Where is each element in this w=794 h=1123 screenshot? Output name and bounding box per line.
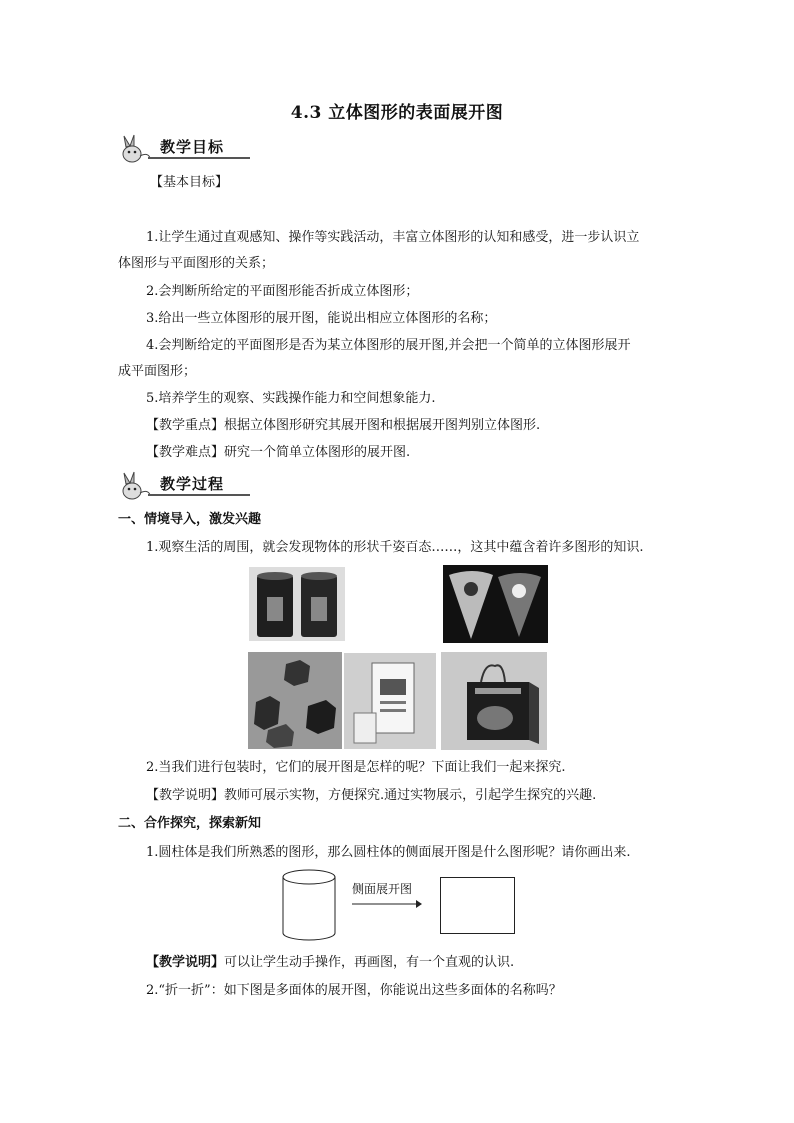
section-underline xyxy=(148,157,250,159)
white-box-photo xyxy=(344,653,436,749)
goal-4-line-2: 成平面图形； xyxy=(118,364,197,379)
cone-boxes-photo xyxy=(443,565,548,643)
page-title: 4.3 立体图形的表面展开图 xyxy=(290,103,504,123)
goal-1-line-1: 1.让学生通过直观感知、操作等实践活动，丰富立体图形的认知和感受，进一步认识立 xyxy=(146,230,640,245)
diagram-label: 侧面展开图 xyxy=(352,882,413,896)
rabbit-mascot-icon xyxy=(118,134,152,164)
goal-1-line-2: 体图形与平面图形的关系； xyxy=(118,256,275,271)
difficulty-text: 研究一个简单立体图形的展开图. xyxy=(224,445,411,460)
key-point-text: 根据立体图形研究其展开图和根据展开图判别立体图形. xyxy=(224,418,541,433)
part-2-paragraph-1: 1.圆柱体是我们所熟悉的图形，那么圆柱体的侧面展开图是什么图形呢？请你画出来. xyxy=(146,845,631,860)
part-2-note xyxy=(146,955,514,971)
part-1-heading: 一、情境导入，激发兴趣 xyxy=(118,512,262,527)
tea-tins-photo xyxy=(249,567,345,641)
part-1-paragraph-2: 2.当我们进行包装时，它们的展开图是怎样的呢？下面让我们一起来探究. xyxy=(146,760,566,775)
part-2-note-text: 可以让学生动手操作，再画图，有一个直观的认识. xyxy=(224,955,515,970)
section-objectives-header xyxy=(118,134,248,164)
difficulty xyxy=(146,445,410,461)
part-2-heading: 二、合作探究，探索新知 xyxy=(118,816,262,831)
rabbit-mascot-icon xyxy=(118,471,152,501)
rectangle-diagram xyxy=(440,877,516,935)
part-2-paragraph-2: 2.“折一折”：如下图是多面体的展开图，你能说出这些多面体的名称吗？ xyxy=(146,983,562,998)
goal-3: 3.给出一些立体图形的展开图，能说出相应立体图形的名称； xyxy=(146,311,497,326)
section-process-title: 教学过程 xyxy=(160,475,225,493)
part-1-note-text: 教师可展示实物，方便探究.通过实物展示，引起学生探究的兴趣. xyxy=(224,788,597,803)
key-point-label: 【教学重点】 xyxy=(146,418,225,433)
section-process-header xyxy=(118,471,248,501)
cylinder-diagram xyxy=(278,867,340,945)
goal-2: 2.会判断所给定的平面图形能否折成立体图形； xyxy=(146,284,419,299)
basic-goal-header: 【基本目标】 xyxy=(150,175,229,190)
part-1-note xyxy=(146,788,596,804)
hexagon-boxes-photo xyxy=(248,652,342,749)
goal-4-line-1: 4.会判断给定的平面图形是否为某立体图形的展开图,并会把一个简单的立体图形展开 xyxy=(146,338,631,353)
part-2-note-label: 【教学说明】 xyxy=(146,955,225,970)
section-objectives-title: 教学目标 xyxy=(160,138,225,156)
arrow-right-icon xyxy=(352,898,422,910)
part-1-note-label: 【教学说明】 xyxy=(146,788,225,803)
goal-5: 5.培养学生的观察、实践操作能力和空间想象能力. xyxy=(146,391,436,406)
section-underline xyxy=(148,494,250,496)
shopping-bag-photo xyxy=(441,652,547,750)
difficulty-label: 【教学难点】 xyxy=(146,445,225,460)
part-1-paragraph-1: 1.观察生活的周围，就会发现物体的形状千姿百态……，这其中蕴含着许多图形的知识. xyxy=(146,540,644,555)
key-point xyxy=(146,418,540,434)
